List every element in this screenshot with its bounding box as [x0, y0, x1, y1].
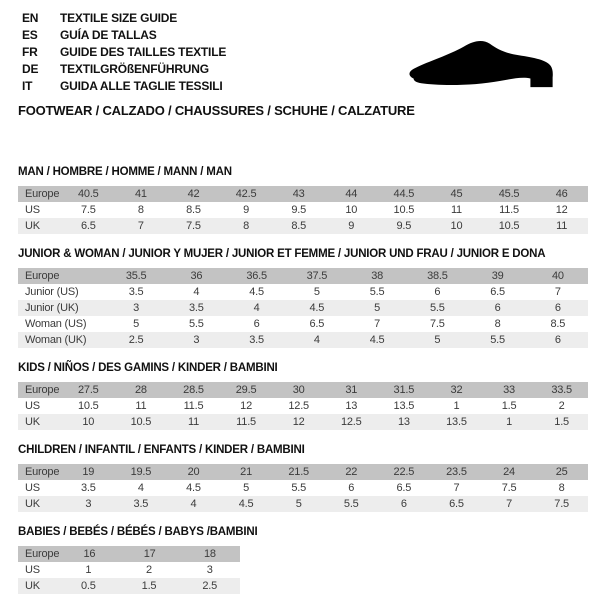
size-row-us	[18, 398, 588, 414]
table-title-junior-woman: JUNIOR & WOMAN / JUNIOR Y MUJER / JUNIOR ET FEMME / JUNIOR UND FRAU / JUNIOR E DONA	[18, 248, 546, 260]
size-cell: 40.5	[77, 188, 99, 200]
size-row-uk	[18, 414, 588, 430]
table-title-kids: KIDS / NIÑOS / DES GAMINS / KINDER / BAMBINI	[18, 362, 278, 374]
size-cell: 1	[506, 416, 512, 428]
size-cell: 6.5	[80, 220, 96, 232]
size-cell: 3.5	[80, 482, 96, 494]
table-title-babies: BABIES / BEBÉS / BÉBÉS / BABYS /BAMBINI	[18, 526, 258, 538]
size-cell: 2	[146, 564, 152, 576]
size-cell: 5.5	[343, 498, 359, 510]
size-cell: 22.5	[393, 466, 415, 478]
row-label: Europe	[25, 270, 60, 282]
size-cell: 5	[295, 498, 302, 510]
size-table-junior-woman	[18, 268, 588, 348]
size-cell: 18	[203, 548, 216, 560]
size-cell: 4	[190, 498, 197, 510]
size-cell: 38	[371, 270, 384, 282]
size-cell: 7.5	[186, 220, 201, 232]
size-row-europe	[18, 546, 240, 562]
size-cell: 37.5	[306, 270, 328, 282]
size-cell: 9.5	[291, 204, 307, 216]
size-cell: 44	[345, 188, 358, 200]
section-kids	[18, 362, 588, 430]
row-label: Europe	[25, 384, 60, 396]
size-cell: 2.5	[202, 580, 218, 592]
size-cell: 21	[240, 466, 252, 478]
language-code: DE	[22, 62, 39, 76]
size-cell: 4	[313, 334, 320, 346]
size-cell: 5	[434, 334, 441, 346]
size-cell: 13	[345, 400, 358, 412]
size-cell: 11	[135, 400, 147, 412]
table-title-man: MAN / HOMBRE / HOMME / MANN / MAN	[18, 166, 232, 178]
size-tables	[18, 166, 588, 594]
size-cell: 4.5	[369, 334, 385, 346]
size-row-woman-us-	[18, 316, 588, 332]
size-cell: 0.5	[80, 580, 96, 592]
size-cell: 11	[187, 416, 199, 428]
size-cell: 7	[453, 482, 460, 494]
size-cell: 12	[292, 416, 305, 428]
size-cell: 5.5	[369, 286, 385, 298]
size-cell: 13.5	[393, 400, 415, 412]
size-cell: 5.5	[490, 334, 505, 346]
size-cell: 35.5	[125, 270, 147, 282]
size-cell: 10.5	[498, 220, 520, 232]
size-row-europe	[18, 382, 588, 398]
size-cell: 42	[187, 188, 200, 200]
size-cell: 2.5	[128, 334, 144, 346]
row-label: US	[25, 564, 40, 576]
section-children	[18, 444, 588, 512]
size-cell: 10.5	[77, 400, 99, 412]
language-code: EN	[22, 11, 39, 25]
size-cell: 24	[503, 466, 515, 478]
size-cell: 8	[243, 220, 250, 232]
size-cell: 9.5	[396, 220, 412, 232]
size-row-uk	[18, 496, 588, 512]
size-cell: 32	[450, 384, 463, 396]
row-label: Junior (UK)	[25, 302, 79, 314]
size-cell: 20	[187, 466, 200, 478]
size-cell: 31	[345, 384, 358, 396]
size-cell: 5.5	[430, 302, 445, 314]
size-cell: 23.5	[446, 466, 467, 478]
size-cell: 5.5	[189, 318, 204, 330]
size-cell: 11.5	[236, 416, 256, 428]
row-label: Junior (US)	[25, 286, 79, 298]
size-cell: 11	[556, 220, 568, 232]
size-cell: 8.5	[291, 220, 307, 232]
size-row-junior-us-	[18, 284, 588, 300]
size-row-us	[18, 202, 588, 218]
size-cell: 16	[83, 548, 96, 560]
size-cell: 4	[193, 286, 200, 298]
size-cell: 45.5	[498, 188, 520, 200]
dress-shoe-icon	[400, 36, 572, 92]
size-row-woman-uk-	[18, 332, 588, 348]
section-babies	[18, 526, 588, 594]
row-label: Europe	[25, 548, 60, 560]
size-cell: 6.5	[309, 318, 325, 330]
size-cell: 6	[400, 498, 407, 510]
size-row-uk	[18, 578, 240, 594]
language-code: ES	[22, 28, 38, 42]
size-cell: 6	[554, 302, 561, 314]
size-cell: 7.5	[501, 482, 517, 494]
size-cell: 10	[82, 416, 95, 428]
size-cell: 29.5	[235, 384, 257, 396]
size-cell: 8	[494, 318, 501, 330]
size-cell: 6	[494, 302, 501, 314]
size-cell: 7.5	[80, 204, 96, 216]
row-label: Woman (US)	[25, 318, 87, 330]
language-row-en	[22, 10, 588, 27]
size-cell: 3	[206, 564, 213, 576]
size-cell: 4	[137, 482, 144, 494]
size-cell: 1.5	[501, 400, 517, 412]
size-cell: 4.5	[309, 302, 325, 314]
size-cell: 43	[292, 188, 305, 200]
size-cell: 27.5	[77, 384, 99, 396]
size-cell: 22	[345, 466, 358, 478]
size-cell: 40	[551, 270, 564, 282]
size-row-uk	[18, 218, 588, 234]
size-table-babies	[18, 546, 240, 594]
size-table-kids	[18, 382, 588, 430]
category-title: FOOTWEAR / CALZADO / CHAUSSURES / SCHUHE / CALZATURE	[18, 103, 415, 118]
size-cell: 11	[450, 204, 462, 216]
size-cell: 7	[506, 498, 512, 510]
size-cell: 6.5	[396, 482, 412, 494]
language-label: GUIDE DES TAILLES TEXTILE	[60, 45, 227, 59]
size-cell: 10.5	[130, 416, 152, 428]
language-label: GUÍA DE TALLAS	[60, 28, 157, 42]
language-label: TEXTILE SIZE GUIDE	[60, 11, 178, 25]
size-cell: 19.5	[130, 466, 152, 478]
size-cell: 9	[348, 220, 355, 232]
row-label: Woman (UK)	[25, 334, 87, 346]
section-man	[18, 166, 588, 234]
row-label: US	[25, 482, 40, 494]
size-cell: 6	[434, 286, 441, 298]
size-cell: 6.5	[490, 286, 505, 298]
size-cell: 4.5	[238, 498, 254, 510]
size-cell: 3.5	[128, 286, 144, 298]
language-label: GUIDA ALLE TAGLIE TESSILI	[60, 79, 223, 93]
size-cell: 3.5	[189, 302, 204, 314]
size-cell: 2	[558, 400, 565, 412]
size-cell: 3	[133, 302, 140, 314]
size-table-children	[18, 464, 588, 512]
size-cell: 8.5	[186, 204, 201, 216]
size-cell: 11.5	[183, 400, 204, 412]
size-cell: 44.5	[393, 188, 415, 200]
section-junior-woman	[18, 248, 588, 348]
size-cell: 10	[450, 220, 463, 232]
size-cell: 10	[345, 204, 358, 216]
size-row-us	[18, 562, 240, 578]
size-cell: 6	[554, 334, 561, 346]
size-cell: 19	[82, 466, 95, 478]
size-cell: 8	[558, 482, 565, 494]
size-cell: 5	[133, 318, 140, 330]
size-cell: 8.5	[550, 318, 566, 330]
size-cell: 6	[348, 482, 355, 494]
size-cell: 13.5	[446, 416, 467, 428]
size-cell: 6.5	[449, 498, 464, 510]
row-label: Europe	[25, 466, 60, 478]
size-cell: 10.5	[393, 204, 415, 216]
size-cell: 5	[313, 286, 320, 298]
row-label: UK	[25, 498, 40, 510]
size-cell: 45	[450, 188, 463, 200]
size-cell: 3	[85, 498, 92, 510]
language-code: IT	[22, 79, 33, 93]
row-label: US	[25, 204, 40, 216]
size-cell: 38.5	[427, 270, 448, 282]
size-row-europe	[18, 464, 588, 480]
row-label: UK	[25, 220, 40, 232]
language-label: TEXTILGRÖßENFÜHRUNG	[60, 62, 209, 76]
size-cell: 36.5	[246, 270, 267, 282]
size-cell: 4.5	[249, 286, 264, 298]
language-code: FR	[22, 45, 38, 59]
size-cell: 3	[193, 334, 200, 346]
size-cell: 1	[85, 564, 92, 576]
size-cell: 33.5	[551, 384, 572, 396]
size-cell: 11.5	[499, 204, 519, 216]
size-cell: 7.5	[430, 318, 445, 330]
size-cell: 8	[137, 204, 144, 216]
size-cell: 28.5	[183, 384, 204, 396]
size-cell: 5.5	[291, 482, 307, 494]
size-cell: 36	[190, 270, 203, 282]
size-cell: 7	[137, 220, 144, 232]
size-cell: 9	[243, 204, 250, 216]
size-row-junior-uk-	[18, 300, 588, 316]
table-title-children: CHILDREN / INFANTIL / ENFANTS / KINDER / BAMBINI	[18, 444, 305, 456]
size-cell: 4.5	[186, 482, 201, 494]
row-label: US	[25, 400, 40, 412]
size-cell: 5	[243, 482, 250, 494]
size-cell: 3.5	[249, 334, 264, 346]
size-cell: 3.5	[133, 498, 149, 510]
size-cell: 31.5	[393, 384, 415, 396]
size-cell: 41	[134, 188, 147, 200]
size-cell: 4	[253, 302, 260, 314]
size-cell: 13	[397, 416, 410, 428]
row-label: UK	[25, 416, 40, 428]
size-cell: 12.5	[288, 400, 309, 412]
size-row-europe	[18, 268, 588, 284]
size-cell: 21.5	[288, 466, 309, 478]
size-cell: 17	[143, 548, 156, 560]
size-cell: 12.5	[340, 416, 362, 428]
size-cell: 7	[554, 286, 561, 298]
row-label: UK	[25, 580, 40, 592]
size-cell: 7.5	[554, 498, 569, 510]
size-cell: 5	[374, 302, 381, 314]
size-cell: 28	[134, 384, 147, 396]
size-cell: 12	[555, 204, 568, 216]
size-row-us	[18, 480, 588, 496]
size-row-europe	[18, 186, 588, 202]
size-cell: 1	[453, 400, 460, 412]
row-label: Europe	[25, 188, 60, 200]
size-cell: 6	[253, 318, 260, 330]
size-cell: 25	[555, 466, 568, 478]
size-cell: 7	[374, 318, 381, 330]
size-cell: 30	[292, 384, 305, 396]
size-cell: 1.5	[554, 416, 569, 428]
size-cell: 33	[503, 384, 515, 396]
size-cell: 46	[555, 188, 568, 200]
size-cell: 39	[491, 270, 504, 282]
size-cell: 42.5	[235, 188, 257, 200]
size-cell: 12	[240, 400, 252, 412]
size-cell: 1.5	[141, 580, 157, 592]
size-table-man	[18, 186, 588, 234]
